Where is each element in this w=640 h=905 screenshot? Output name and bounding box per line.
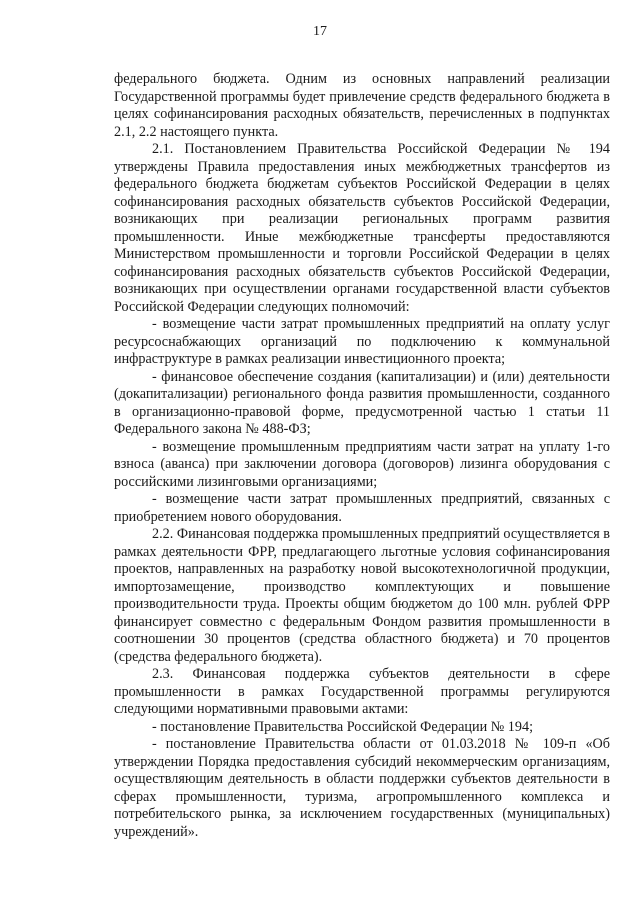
list-item: - возмещение части затрат промышленных предприятий, связанных с приобретением нового оборудования. [114,491,610,525]
list-item: - возмещение части затрат промышленных предприятий на оплату услуг ресурсоснабжающих организаций по подключению к коммунальной инфраструктуре в рамках реализации инвестиционного проекта; [114,316,610,367]
list-item: - постановление Правительства области от 01.03.2018 № 109-п «Об утверждении Порядка предоставления субсидий некоммерческим организациям, осуществляющим деятельность в области поддержки субъектов деятельности в сферах промышленности, туризма, агропромышленного комплекса и потребительского рынка, за исключением государственных (муниципальных) учреждений». [114,736,610,840]
page-number: 17 [313,24,327,39]
list-item: - финансовое обеспечение создания (капитализации) и (или) деятельности (докапитализации) регионального фонда развития промышленности, созданного в организационно-правовой форме, предусмотренной частью 1 статьи 11 Федерального закона № 488-ФЗ; [114,368,610,437]
paragraph: 2.2. Финансовая поддержка промышленных предприятий осуществляется в рамках деятельности ФРР, предлагающего льготные условия софинансирования проектов, направленных на разработку новой высокотехнологичной продукции, импортозамещение, производство комплектующих и повышение производительности труда. Проекты общим бюджетом до 100 млн. рублей ФРР финансирует совместно с федеральным Фондом развития промышленности в соотношении 30 процентов (средства областного бюджета) и 70 процентов (средства федерального бюджета). [114,526,610,665]
paragraph: 2.1. Постановлением Правительства Российской Федерации № 194 утверждены Правила предоставления иных межбюджетных трансфертов из федерального бюджета бюджетам субъектов Российской Федерации в целях софинансирования расходных обязательств субъектов Российской Федерации, возникающих при реализации региональных программ развития промышленности. Иные межбюджетные трансферты предоставляются Министерством промышленности и торговли Российской Федерации в целях софинансирования расходных обязательств субъектов Российской Федерации, возникающих при осуществлении органами государственной власти субъектов Российской Федерации следующих полномочий: [114,141,610,315]
list-item: - возмещение промышленным предприятиям части затрат на уплату 1-го взноса (аванса) при заключении договора (договоров) лизинга оборудования с российскими лизинговыми организациями; [114,438,610,490]
list-item: - постановление Правительства Российской Федерации № 194; [152,718,534,735]
paragraph: федерального бюджета. Одним из основных направлений реализации Государственной программы будет привлечение средств федерального бюджета в целях софинансирования расходных обязательств, перечисленных в подпунктах 2.1, 2.2 настоящего пункта. [114,71,610,140]
document-body [114,71,610,841]
paragraph: 2.3. Финансовая поддержка субъектов деятельности в сфере промышленности в рамках Государственной программы регулируются следующими нормативными правовыми актами: [114,666,610,717]
